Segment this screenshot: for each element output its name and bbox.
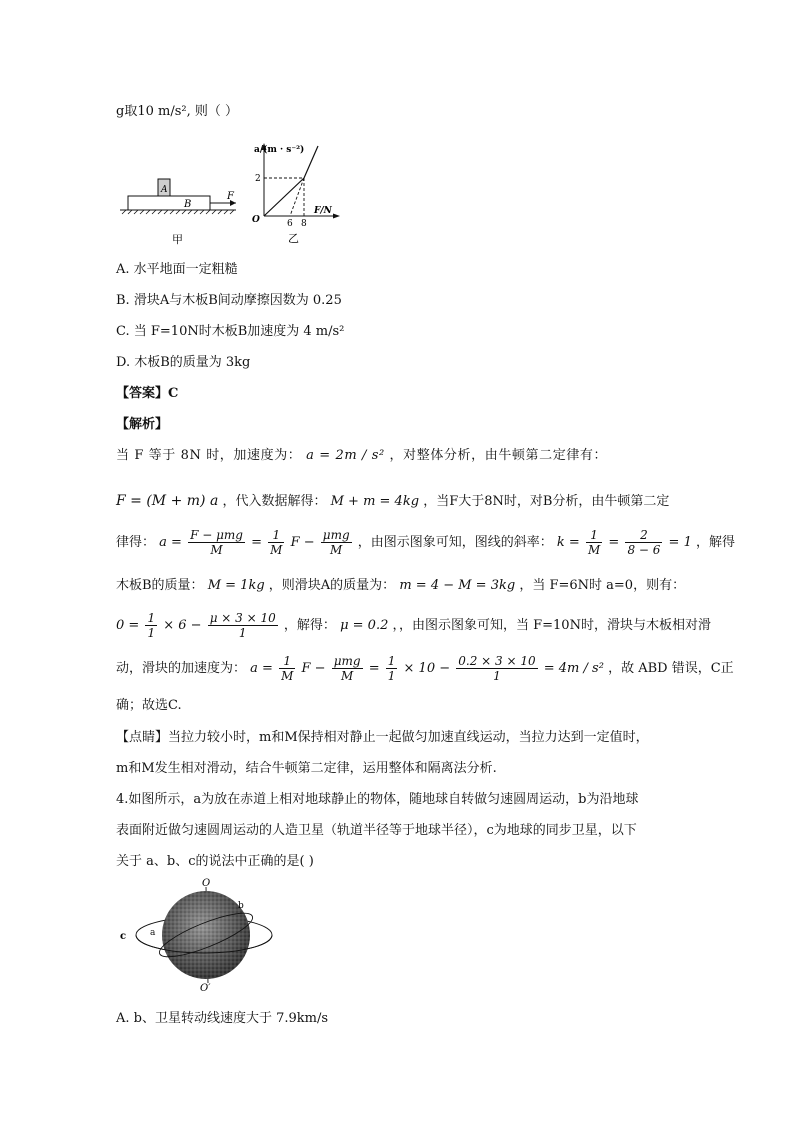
figure-jia [118, 170, 248, 245]
analysis-line-3: 律得： a = $\frac{\text{F − μmg}}{M}$ = $\frac{1}{M}$ F − $\frac{\text{μmg}}{M}$ ，由图示图象可知，图线的斜率： k = $\frac{1}{M}$ = $\frac{2}{8 - 6}$ = 1 ，解得 [116, 528, 735, 557]
fraction: $\frac{\text{μmg}}{M}$ [333, 654, 361, 683]
analysis-line-6: 动，滑块的加速度为： a = $\frac{1}{M}$ F − $\frac{\text{μmg}}{M}$ = $\frac{1}{1}$ × 10 − $\frac{0.2 \times 3 \times 10}{1}$ = 4m / s² ，故 ABD 错误，C正 [116, 654, 734, 683]
fraction: $\frac{\mu \times 3 \times 10}{1}$ [209, 611, 276, 640]
analysis-line-5: 0 = $\frac{1}{1}$ × 6 − $\frac{\mu \times 3 \times 10}{1}$ ，解得： μ = 0.2 ，，由图示图象可知，当 F=10N时，滑块与木板相对滑 [116, 611, 711, 640]
option-c: C. 当 F=10N时木板B加速度为 4 m/s² [116, 324, 345, 339]
fraction: $\frac{0.2 \times 3 \times 10}{1}$ [458, 654, 536, 683]
label-o: O [202, 878, 211, 889]
q4-line-2: 表面附近做匀速圆周运动的人造卫星（轨道半径等于地球半径），c为地球的同步卫星，以下 [116, 823, 637, 838]
analysis-line-4: 木板B的质量： M = 1kg ，则滑块A的质量为： m = 4 − M = 3kg ，当 F=6N时 a=0，则有： [116, 578, 686, 593]
x-axis-label: F/N [314, 206, 332, 216]
segment-high [304, 146, 318, 178]
label-f: F [227, 191, 234, 202]
option-b: B. 滑块A与木板B间动摩擦因数为 0.25 [116, 293, 342, 308]
q4-option-a: A. b、卫星转动线速度大于 7.9km/s [116, 1011, 329, 1026]
formula: m = 4 − M = 3kg [399, 578, 516, 593]
formula: M = 1kg [207, 578, 265, 593]
answer: 【答案】C [116, 386, 179, 401]
y-axis-label: a/(m · s⁻²) [254, 145, 305, 155]
option-a: A. 水平地面一定粗糙 [116, 262, 238, 277]
graph-a-vs-f [248, 140, 340, 248]
fraction: $\frac{1}{1}$ [147, 611, 156, 640]
figure-yi [248, 140, 340, 248]
analysis-line-2: F = (M + m) a ，代入数据解得： M + m = 4kg ，当F大于8N时，对B分析，由牛顿第二定 [116, 493, 670, 509]
origin-label: O [252, 215, 260, 225]
x-tick-6: 6 [287, 219, 293, 229]
segment-low [264, 178, 304, 216]
board-b [128, 196, 210, 210]
fraction: $\frac{1}{M}$ [587, 528, 601, 557]
analysis-line-1: 当 F 等于 8N 时，加速度为： a = 2m / s² ，对整体分析，由牛顿第二定律有： [116, 448, 608, 463]
y-tick-2: 2 [255, 174, 261, 184]
analysis-title: 【解析】 [116, 417, 169, 432]
fraction: $\frac{1}{M}$ [281, 654, 294, 683]
fraction: $\frac{2}{8 - 6}$ [627, 528, 661, 557]
fraction: $\frac{1}{1}$ [387, 654, 396, 683]
label-b-point: b [238, 901, 244, 911]
fraction: $\frac{\text{F − μmg}}{M}$ [190, 528, 243, 557]
figure-earth [116, 875, 276, 993]
formula: a = 2m / s² [306, 448, 385, 463]
formula: M + m = 4kg [330, 494, 420, 509]
caption-jia: 甲 [172, 233, 183, 245]
label-a-point: a [150, 928, 156, 938]
block-diagram [118, 170, 248, 245]
option-d: D. 木板B的质量为 3kg [116, 355, 251, 370]
intro-line: g取10 m/s², 则（ ） [116, 104, 238, 119]
label-c-point: c [120, 931, 127, 942]
fraction: $\frac{\text{μmg}}{M}$ [322, 528, 350, 557]
x-tick-8: 8 [301, 219, 307, 229]
q4-line-3: 关于 a、b、c的说法中正确的是( ) [116, 854, 314, 869]
fraction: $\frac{1}{M}$ [270, 528, 283, 557]
caption-yi: 乙 [288, 232, 299, 245]
label-a: A [161, 185, 168, 195]
comment-line-1: 【点睛】当拉力较小时，m和M保持相对静止一起做匀加速直线运动，当拉力达到一定值时， [116, 730, 649, 745]
label-b: B [184, 199, 192, 210]
q4-line-1: 4.如图所示，a为放在赤道上相对地球静止的物体，随地球自转做匀速圆周运动，b为沿地球 [116, 792, 639, 807]
comment-line-2: m和M发生相对滑动，结合牛顿第二定律，运用整体和隔离法分析. [116, 761, 497, 776]
formula: F = (M + m) a [116, 493, 219, 509]
earth-orbit-diagram [116, 875, 276, 993]
label-o-prime: O′ [200, 983, 211, 993]
analysis-line-7: 确；故选C. [116, 698, 182, 713]
